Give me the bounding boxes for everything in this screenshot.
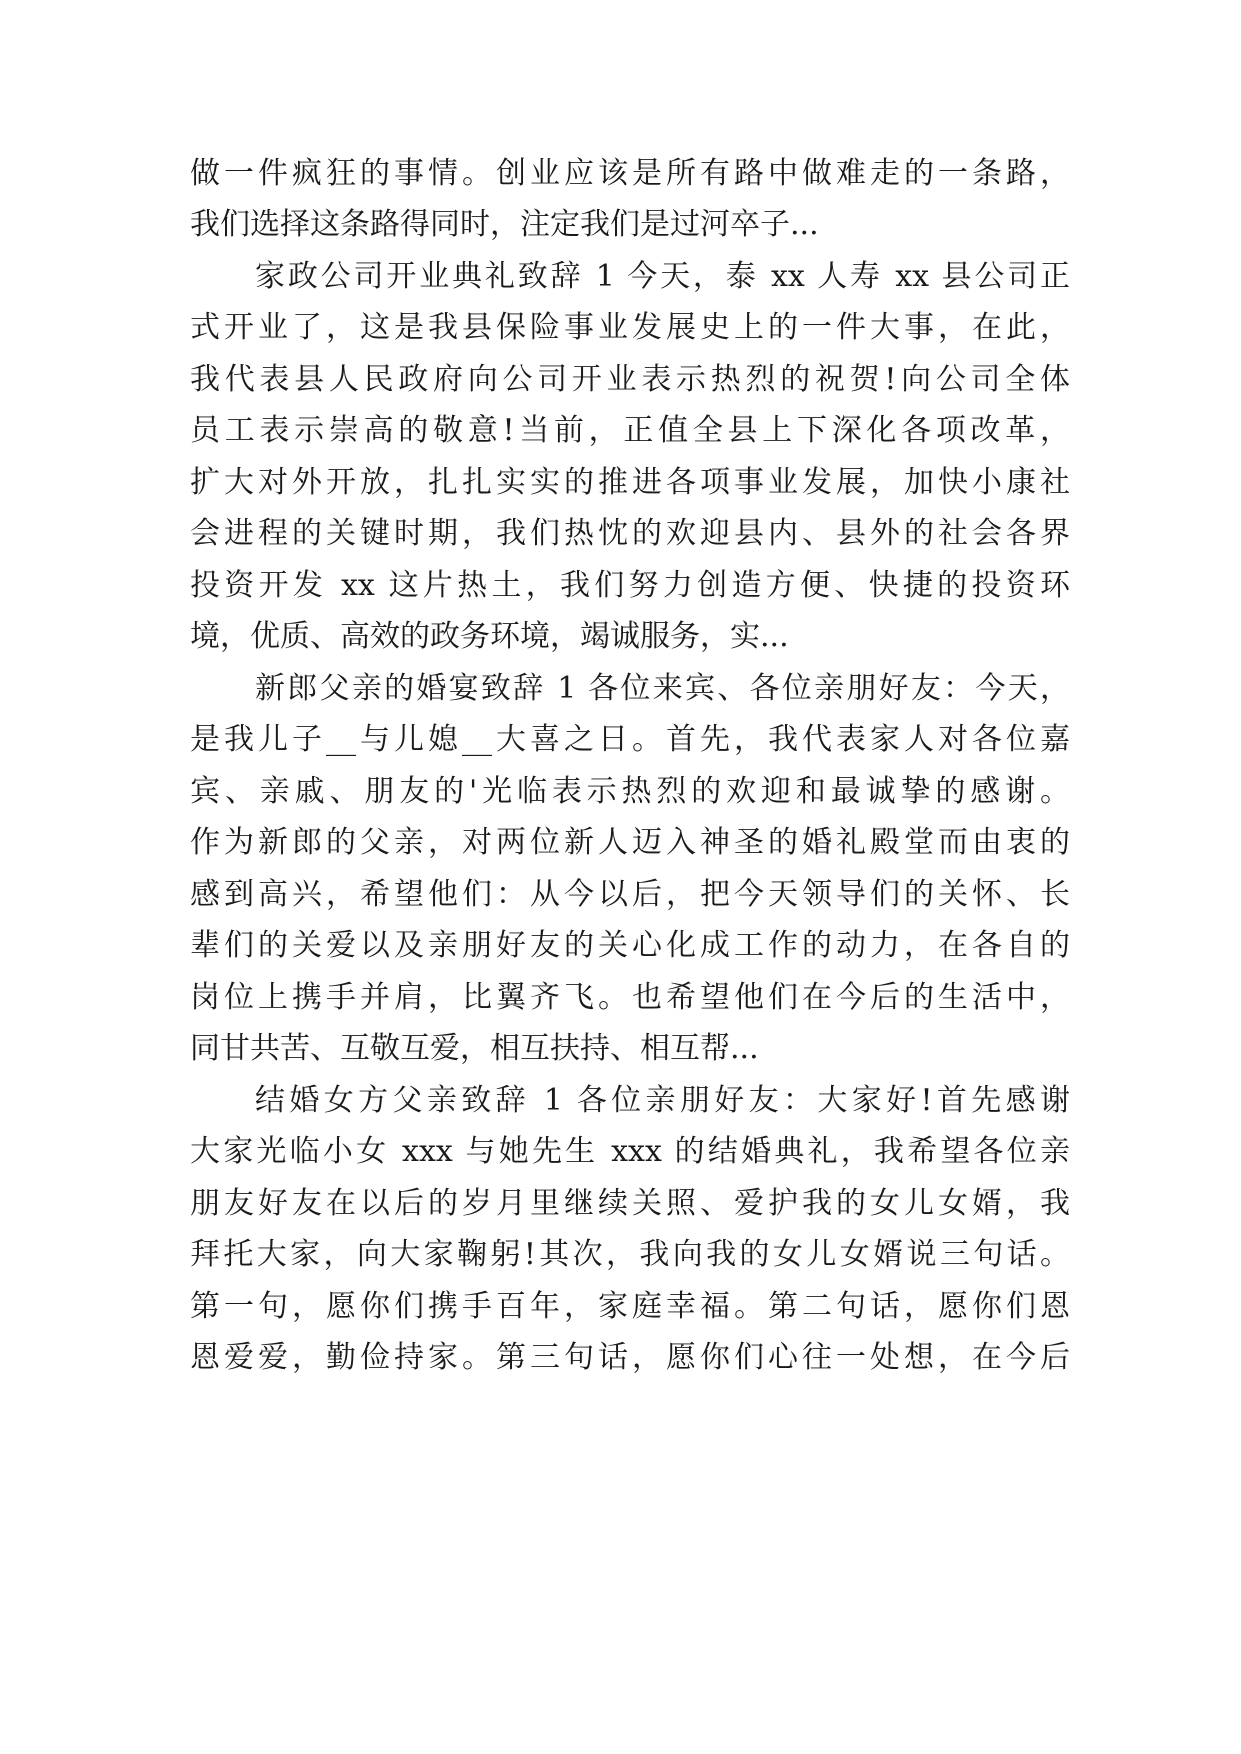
text-line: 第一句，愿你们携手百年，家庭幸福。第二句话，愿你们恩 xyxy=(190,1289,1070,1324)
text-line: 境，优质、高效的政务环境，竭诚服务，实... xyxy=(190,619,789,654)
text-line: 扩大对外开放，扎扎实实的推进各项事业发展，加快小康社 xyxy=(190,465,1070,500)
text-line: 作为新郎的父亲，对两位新人迈入神圣的婚礼殿堂而由衷的 xyxy=(190,825,1070,860)
text-line: 宾、亲戚、朋友的'光临表示热烈的欢迎和最诚挚的感谢。 xyxy=(190,774,1070,809)
text-line: 大家光临小女 xxx 与她先生 xxx 的结婚典礼，我希望各位亲 xyxy=(190,1134,1070,1169)
text-line: 朋友好友在以后的岁月里继续关照、爱护我的女儿女婿，我 xyxy=(190,1186,1070,1221)
text-line: 我们选择这条路得同时，注定我们是过河卒子... xyxy=(190,207,819,242)
text-line: 拜托大家，向大家鞠躬!其次，我向我的女儿女婿说三句话。 xyxy=(190,1237,1070,1272)
paragraph-start-line: 家政公司开业典礼致辞 1 今天，泰 xx 人寿 xx 县公司正 xyxy=(255,259,1070,294)
text-line: 岗位上携手并肩，比翼齐飞。也希望他们在今后的生活中， xyxy=(190,980,1070,1015)
text-line: 员工表示崇高的敬意!当前，正值全县上下深化各项改革， xyxy=(190,413,1070,448)
text-line: 同甘共苦、互敬互爱，相互扶持、相互帮... xyxy=(190,1031,759,1066)
text-line: 是我儿子__与儿媳__大喜之日。首先，我代表家人对各位嘉 xyxy=(190,722,1070,757)
text-line: 辈们的关爱以及亲朋好友的关心化成工作的动力，在各自的 xyxy=(190,928,1070,963)
paragraph-start-line: 新郎父亲的婚宴致辞 1 各位来宾、各位亲朋好友：今天， xyxy=(255,671,1070,706)
text-line: 做一件疯狂的事情。创业应该是所有路中做难走的一条路， xyxy=(190,156,1070,191)
text-line: 投资开发 xx 这片热土，我们努力创造方便、快捷的投资环 xyxy=(190,568,1070,603)
text-line: 会进程的关键时期，我们热忱的欢迎县内、县外的社会各界 xyxy=(190,516,1070,551)
text-line: 式开业了，这是我县保险事业发展史上的一件大事，在此， xyxy=(190,310,1070,345)
text-line: 感到高兴，希望他们：从今以后，把今天领导们的关怀、长 xyxy=(190,877,1070,912)
text-line: 我代表县人民政府向公司开业表示热烈的祝贺!向公司全体 xyxy=(190,362,1070,397)
paragraph-start-line: 结婚女方父亲致辞 1 各位亲朋好友：大家好!首先感谢 xyxy=(255,1083,1070,1118)
text-line: 恩爱爱，勤俭持家。第三句话，愿你们心往一处想，在今后 xyxy=(190,1340,1070,1375)
